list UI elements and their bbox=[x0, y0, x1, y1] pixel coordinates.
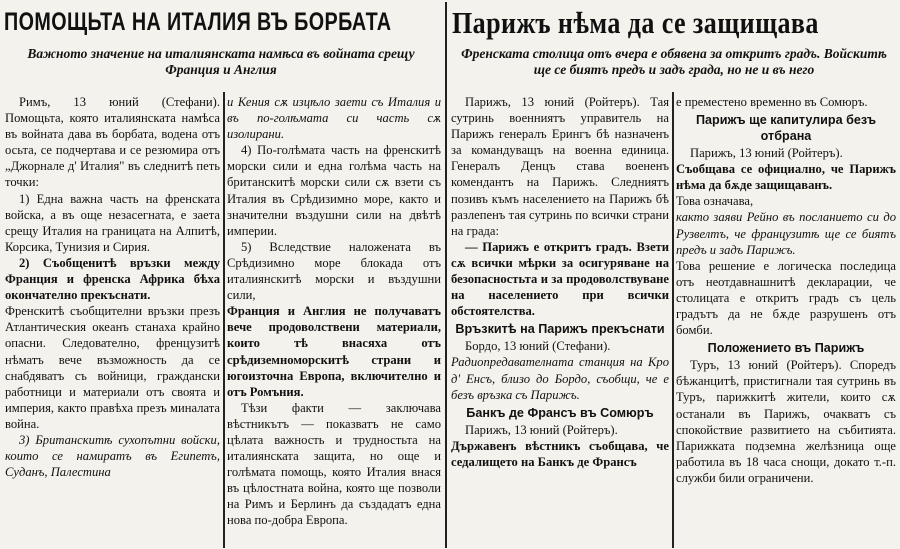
right-col1-heading-2: Банкъ де Франсъ въ Сомюръ bbox=[466, 405, 654, 420]
right-col1-p1: Парижъ, 13 юний (Ройтеръ). Тая сутринь военниятъ управитель на Парижъ генералъ Ерингъ бѣ назначенъ за командуващъ на военна единица. Генералъ Денцъ става воененъ комендантъ на Парижъ. Следниятъ позивъ къмъ населението на Парижъ бѣ разлепенъ тая сутринь по всички страни на града: bbox=[451, 95, 669, 238]
right-col2-p1c: Това означава, bbox=[676, 194, 754, 209]
left-column-2 bbox=[227, 94, 441, 546]
right-subheadline: Френската столица отъ вчера е обявена за откритъ градъ. Войскитѣ ще се биятъ предъ и задъ града, но не и въ него bbox=[461, 46, 887, 77]
right-column-1 bbox=[451, 94, 669, 546]
right-col2-p1d: както заяви Рейно въ посланието си до Рузвелтъ, че французитѣ ще се биятъ предъ и задъ Парижъ. bbox=[676, 210, 896, 257]
left-col1-p1: Римъ, 13 юний (Стефани). Помощьта, която италиянската намѣса въ войната дава въ борбата, водена отъ осьта, се подчертава и се резюмира отъ „Джорнале д' Италия" въ следнитѣ петь точки: bbox=[5, 95, 220, 190]
right-col1-p3a: Бордо, 13 юний (Стефани). bbox=[465, 339, 611, 354]
right-col1-p4a: Парижъ, 13 юний (Ройтеръ). bbox=[465, 422, 618, 437]
right-col2-p1b: Съобщава се официално, че Парижъ нѣма да бѫде защищаванъ. bbox=[676, 162, 896, 193]
right-col1-p4b: Държавенъ вѣстникъ съобщава, че седалището на Банкъ де Франсъ bbox=[451, 438, 669, 469]
left-col2-p2: 4) По-голѣмата часть на френскитѣ морски сили и една голѣма часть на британскитѣ морски сили сѫ взети съ Италия въ Срѣдизимно море, както и значителни въздушни сили на двѣтѣ империи. bbox=[227, 143, 441, 238]
right-column-2 bbox=[676, 94, 896, 546]
right-col2-p1a: Парижъ, 13 юний (Ройтеръ). bbox=[690, 146, 843, 161]
right-col1-p3b: Радиопредавателната станция на Кро д' Енсъ, близо до Бордо, съобщи, че е безъ връзка съ Парижъ. bbox=[451, 355, 669, 402]
right-col2-p2: Това решение е логическа последица отъ неотдавнашнитѣ декларации, че столицата е откритъ градъ съ цель градътъ да не бѫде разрушенъ отъ бомби. bbox=[676, 258, 896, 338]
left-col2-p4: Тѣзи факти — заключава вѣстникътъ — показватъ не само цѣлата важность и трудностьта на италиянската защита, но още и голѣмата помощь, която Италия внася въ цѣлостната война, която ще позволи на Римъ и Берлинъ да създадатъ една нова по-добра Европа. bbox=[227, 400, 441, 528]
column-rule-right bbox=[672, 92, 674, 548]
left-subheadline: Важното значение на италиянската намѣса въ войната срещу Франция и Англия bbox=[27, 46, 415, 77]
right-headline: Парижъ нѣма да се защищава bbox=[452, 5, 819, 40]
right-col2-p3: Туръ, 13 юний (Ройтеръ). Споредъ бѣжанцитѣ, пристигнали тая сутринь въ Туръ, парижкитѣ жители, които сѫ останали въ Парижъ, очакватъ съ спокойствие развитието на събитията. Парижката подземна желѣзница още работила въ 18 часа снощи, докато т.-п. служби били ограничени. bbox=[676, 358, 896, 485]
right-col2-p0: е преместено временно въ Сомюръ. bbox=[676, 95, 868, 109]
left-headline: ПОМОЩЬТА НА ИТАЛИЯ ВЪ БОРБАТА bbox=[4, 8, 392, 36]
right-col1-p2: — Парижъ е откритъ градъ. Взети сѫ всички мѣрки за осигуряване на безопасностьта и за продоволствуване на населението при всички обстоятелства. bbox=[451, 239, 669, 319]
right-col2-heading-1: Парижъ ще капитулира безъ отбрана bbox=[695, 113, 877, 144]
right-col2-heading-2: Положението въ Парижъ bbox=[707, 341, 865, 356]
right-col1-heading-1: Връзкитѣ на Парижъ прекъснати bbox=[455, 322, 665, 337]
column-rule-left bbox=[223, 92, 225, 548]
left-col1-p2: 1) Една важна часть на френската войска, а въ още незасегната, е заета срещу Италия на границата на Алпитѣ, Корсика, Тунизия и Сирия. bbox=[5, 191, 220, 254]
left-col1-p3-bold: 2) Съобщенитѣ връзки между Франция и френска Африка бѣха окончателно прекъснати. bbox=[5, 255, 220, 303]
article-separator bbox=[445, 2, 447, 548]
left-col2-p1: и Кения сѫ изцѣло заети съ Италия и въ по-голѣмата си часть сѫ изолирани. bbox=[227, 95, 441, 142]
left-col1-p3-rest: Френскитѣ съобщителни връзки презъ Атлантическия океанъ станаха крайно опасни. Следователно, френцузитѣ нѣматъ вече възможность да се снабдяватъ съ войници, граждански работници и материали отъ своята и империя, както правѣха презъ миналата война. bbox=[5, 304, 220, 431]
left-col1-p4: 3) Британскитѣ сухопътни войски, които се намиратъ въ Египетъ, Суданъ, Палестина bbox=[5, 432, 220, 480]
left-column-1 bbox=[5, 94, 220, 546]
left-col2-p3a: 5) Вследствие наложената въ Срѣдизимно море блокада отъ италиянскитѣ морски и въздушни сили, bbox=[227, 239, 441, 303]
left-col2-p3b: Франция и Англия не получаватъ вече продоволствени материали, които тѣ внасяха отъ срѣдиземноморскитѣ страни и югоизточна Европа, включително и отъ Ромъния. bbox=[227, 304, 441, 399]
